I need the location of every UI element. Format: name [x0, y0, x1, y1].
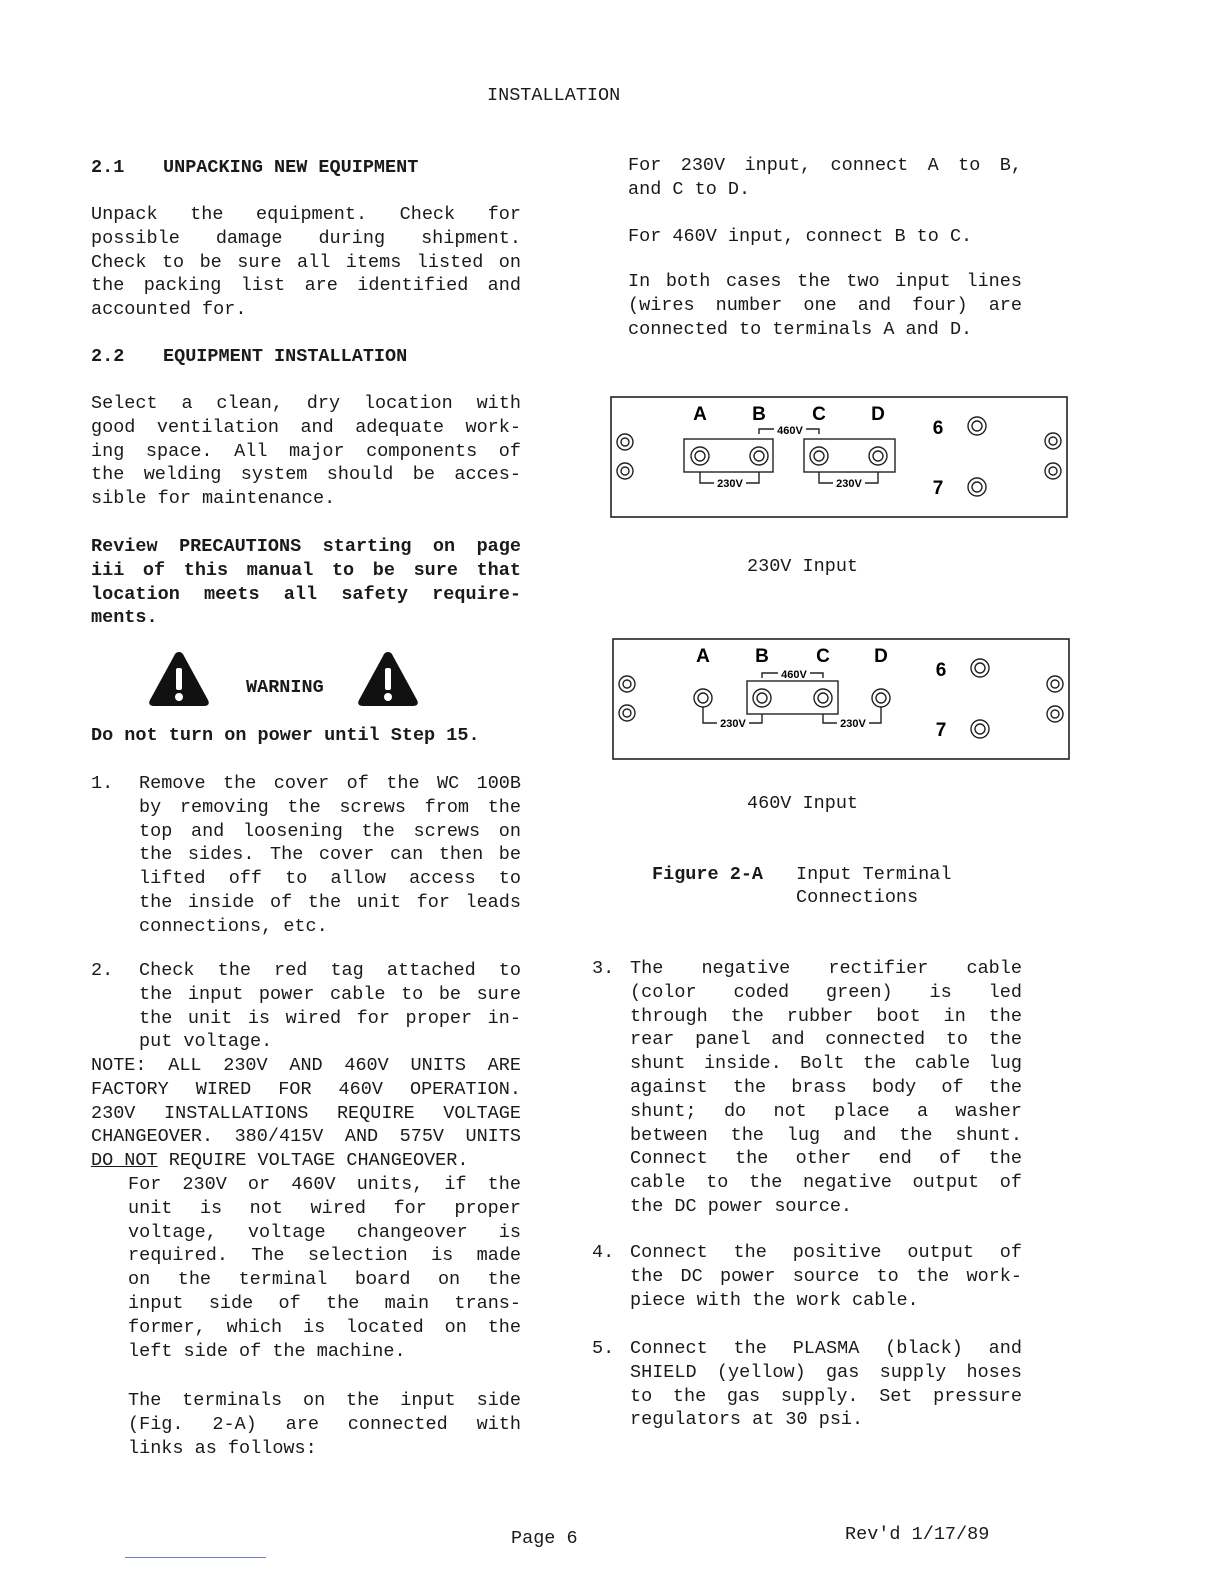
text-line: left side of the machine.	[128, 1340, 406, 1362]
text-line: ments.	[91, 607, 158, 629]
text-line: top and loosening the screws on	[139, 820, 521, 842]
text-line: regulators at 30 psi.	[630, 1409, 864, 1431]
text-line: NOTE: ALL 230V AND 460V UNITS ARE	[91, 1055, 521, 1076]
text-line: voltage, voltage changeover is	[128, 1221, 521, 1243]
text-line: through the rubber boot in the	[630, 1005, 1022, 1027]
link-460v-label: 460V	[781, 669, 807, 681]
text-line: connected to terminals A and D.	[628, 318, 973, 340]
step-4-number: 4.	[592, 1242, 615, 1263]
terminal-label-7: 7	[935, 720, 947, 741]
terminal-board	[613, 639, 1069, 759]
figure-label: Figure 2-A	[652, 864, 764, 885]
text-line: 230V INSTALLATIONS REQUIRE VOLTAGE	[91, 1102, 521, 1124]
text-line: to the gas supply. Set pressure	[630, 1385, 1022, 1407]
text-line: For 230V or 460V units, if the	[128, 1174, 521, 1195]
text-line: the sides. The cover can then be	[139, 844, 521, 866]
text-line: unit is not wired for proper	[128, 1197, 521, 1219]
link-230v-label: 230V	[720, 718, 746, 730]
terminal-label-d: D	[871, 404, 885, 425]
step-5-number: 5.	[592, 1338, 615, 1359]
page-number: Page 6	[511, 1528, 578, 1549]
link-230v-label: 230V	[840, 718, 866, 730]
warning-label: WARNING	[246, 677, 324, 698]
text-line: The terminals on the input side	[128, 1390, 521, 1411]
text-line: lifted off to allow access to	[139, 868, 521, 890]
step-4-body	[630, 1241, 1022, 1312]
caption-230v: 230V Input	[747, 556, 859, 577]
text-line: put voltage.	[139, 1031, 273, 1053]
text-line: ing space. All major components of	[91, 440, 521, 462]
section-2-1-title: UNPACKING NEW EQUIPMENT	[163, 157, 419, 178]
review-precautions	[91, 535, 521, 630]
text-line: by removing the screws from the	[139, 796, 521, 818]
page-title: INSTALLATION	[487, 85, 621, 106]
terminal-label-7: 7	[932, 478, 944, 499]
step-2-body	[139, 959, 521, 1054]
text-line: CHANGEOVER. 380/415V AND 575V UNITS	[91, 1126, 521, 1148]
text-line: required. The selection is made	[128, 1245, 521, 1267]
section-2-1-number: 2.1	[91, 157, 125, 178]
text-line: the welding system should be acces-	[91, 464, 521, 486]
terminal-diagram-460v	[610, 636, 1072, 762]
text-line: Review PRECAUTIONS starting on page	[91, 536, 521, 557]
terminal-label-6: 6	[932, 418, 944, 439]
text-line: Check the red tag attached to	[139, 960, 521, 981]
text-line: Connect the other end of the	[630, 1148, 1022, 1170]
section-2-2-title: EQUIPMENT INSTALLATION	[163, 346, 408, 367]
text-line: shunt inside. Bolt the cable lug	[630, 1053, 1022, 1075]
text-line: connections, etc.	[139, 915, 328, 937]
warning-text: Do not turn on power until Step 15.	[91, 725, 480, 746]
text-line: links as follows:	[128, 1437, 317, 1459]
text-line: In both cases the two input lines	[628, 271, 1022, 292]
link-230v-label: 230V	[836, 478, 862, 490]
text-line: (wires number one and four) are	[628, 294, 1022, 316]
terminal-label-d: D	[874, 646, 888, 667]
text-line: sible for maintenance.	[91, 488, 336, 510]
terminal-label-b: B	[752, 404, 766, 425]
text-line: For 230V input, connect A to B,	[628, 155, 1022, 176]
both-cases-text	[628, 270, 1022, 341]
text-line: against the brass body of the	[630, 1076, 1022, 1098]
do-not-emphasis: DO NOT	[91, 1150, 158, 1172]
terminal-label-a: A	[693, 404, 707, 425]
step-2-terminals	[128, 1389, 521, 1460]
text-line: FACTORY WIRED FOR 460V OPERATION.	[91, 1078, 521, 1100]
text-line: possible damage during shipment.	[91, 227, 521, 249]
text-line: the input power cable to be sure	[139, 983, 521, 1005]
warning-triangle-icon	[356, 650, 420, 708]
section-2-2-number: 2.2	[91, 346, 125, 367]
section-2-1-body	[91, 203, 521, 322]
terminal-label-b: B	[755, 646, 769, 667]
text-line: SHIELD (yellow) gas supply hoses	[630, 1361, 1022, 1383]
terminal-label-c: C	[812, 404, 826, 425]
text-line: Unpack the equipment. Check for	[91, 204, 521, 225]
footer-rule	[125, 1557, 266, 1558]
text-line: the packing list are identified and	[91, 275, 521, 297]
connect-460v-text: For 460V input, connect B to C.	[628, 226, 973, 247]
text-line: the inside of the unit for leads	[139, 891, 521, 913]
text-line: the DC power source.	[630, 1195, 853, 1217]
text-line: rear panel and connected to the	[630, 1029, 1022, 1051]
figure-title: Input Terminal	[796, 864, 952, 885]
terminal-label-a: A	[696, 646, 710, 667]
text-line: accounted for.	[91, 299, 247, 321]
text-line: shunt; do not place a washer	[630, 1100, 1022, 1122]
step-1-number: 1.	[91, 773, 114, 794]
text-line: (color coded green) is led	[630, 981, 1022, 1003]
text-line: and C to D.	[628, 178, 751, 200]
text-line: former, which is located on the	[128, 1316, 521, 1338]
terminal-diagram-230v	[608, 394, 1070, 520]
text-line: Select a clean, dry location with	[91, 393, 521, 414]
step-3-body	[630, 957, 1022, 1219]
text-line: (Fig. 2-A) are connected with	[128, 1413, 521, 1435]
step-1-body	[139, 772, 521, 939]
text-line: iii of this manual to be sure that	[91, 559, 521, 581]
text-line: Check to be sure all items listed on	[91, 251, 521, 273]
terminal-label-c: C	[816, 646, 830, 667]
link-460v-label: 460V	[777, 425, 803, 437]
text-line: Connect the PLASMA (black) and	[630, 1338, 1022, 1359]
step-5-body	[630, 1337, 1022, 1432]
text-line: on the terminal board on the	[128, 1269, 521, 1291]
text-line	[91, 1149, 521, 1173]
text-line: piece with the work cable.	[630, 1289, 919, 1311]
text-line: between the lug and the shunt.	[630, 1124, 1022, 1146]
text-line: input side of the main trans-	[128, 1292, 521, 1314]
text-line: Remove the cover of the WC 100B	[139, 773, 521, 794]
step-2-changeover	[128, 1173, 521, 1363]
voltage-note	[91, 1054, 521, 1173]
warning-triangle-icon	[147, 650, 211, 708]
text-line: the DC power source to the work-	[630, 1265, 1022, 1287]
link-230v-label: 230V	[717, 478, 743, 490]
text-line-rest: REQUIRE VOLTAGE CHANGEOVER.	[157, 1150, 469, 1172]
figure-title-line-2: Connections	[796, 887, 919, 908]
terminal-label-6: 6	[935, 660, 947, 681]
text-line: the unit is wired for proper in-	[139, 1007, 521, 1029]
section-2-2-body	[91, 392, 521, 511]
step-2-number: 2.	[91, 960, 114, 981]
terminal-board	[611, 397, 1067, 517]
connect-230v-text	[628, 154, 1022, 202]
step-3-number: 3.	[592, 958, 615, 979]
caption-460v: 460V Input	[747, 793, 859, 814]
text-line: location meets all safety require-	[91, 583, 521, 605]
text-line: The negative rectifier cable	[630, 958, 1022, 979]
text-line: Connect the positive output of	[630, 1242, 1022, 1263]
text-line: cable to the negative output of	[630, 1172, 1022, 1194]
revision-date: Rev'd 1/17/89	[845, 1524, 990, 1545]
text-line: good ventilation and adequate work-	[91, 416, 521, 438]
